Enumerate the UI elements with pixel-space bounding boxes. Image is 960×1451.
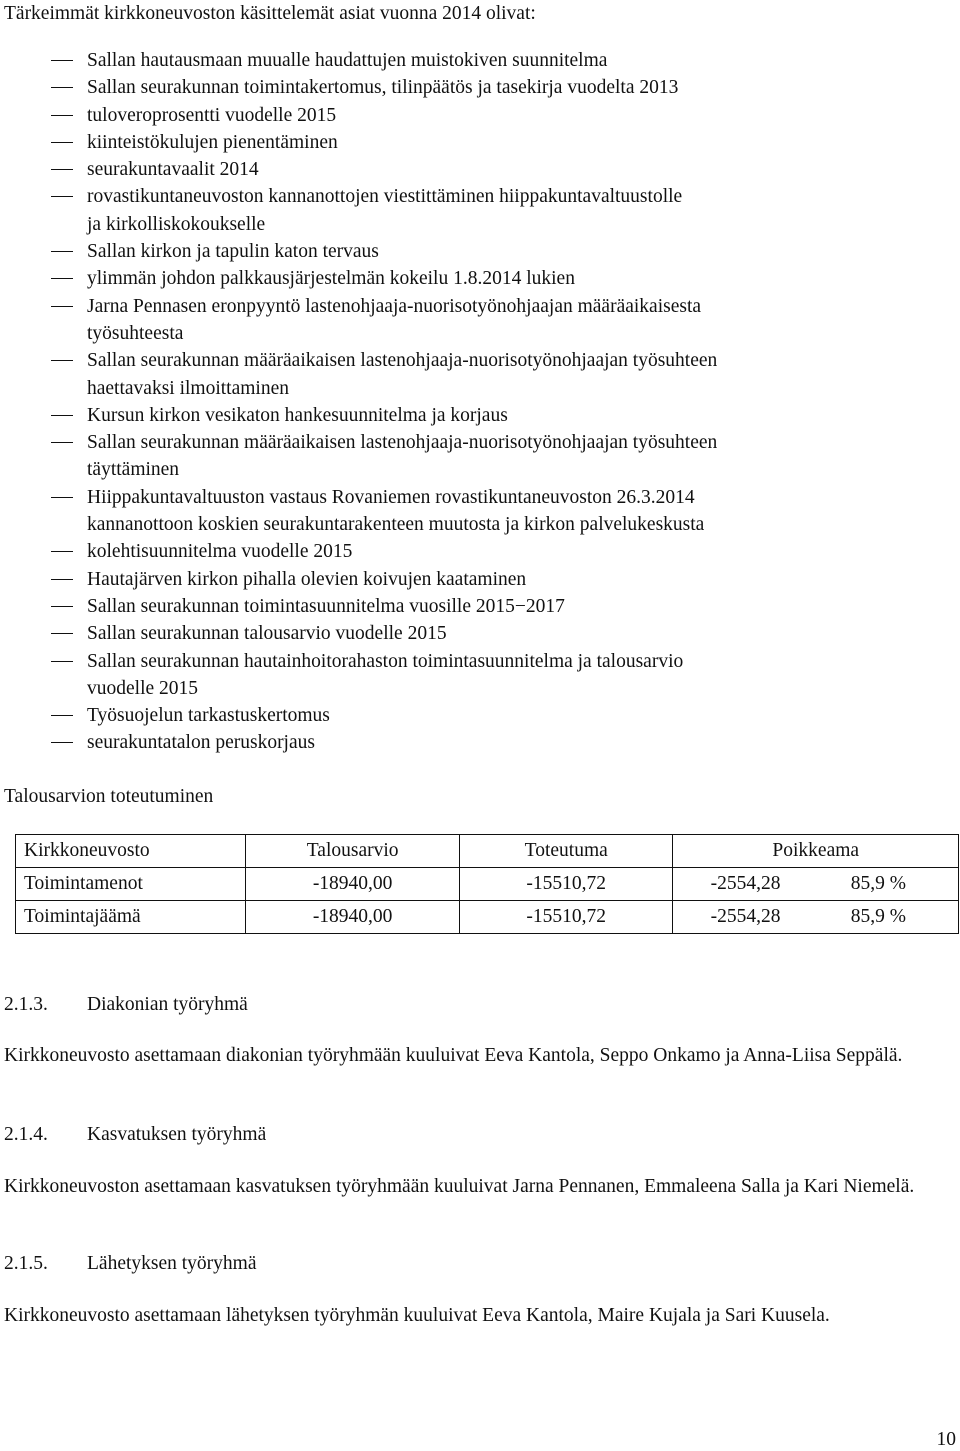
dash-bullet-icon [51, 579, 73, 580]
list-item-line: kolehtisuunnitelma vuodelle 2015 [87, 541, 353, 563]
list-item-line: vuodelle 2015 [87, 677, 199, 699]
header-cell: Toteutuma [460, 835, 673, 868]
dash-bullet-icon [51, 278, 73, 279]
header-cell: Poikkeama [673, 835, 959, 868]
list-item-line: kannanottoon koskien seurakuntarakenteen muutosta ja kirkon palvelukeskusta [87, 514, 705, 536]
list-item [0, 238, 900, 265]
section-title: Kasvatuksen työryhmä [87, 1124, 267, 1145]
header-cell: Talousarvio [246, 835, 460, 868]
list-item-line: Sallan seurakunnan hautainhoitorahaston toimintasuunnitelma ja talousarvio [87, 650, 684, 672]
section-paragraph: Kirkkoneuvosto asettamaan diakonian työryhmään kuuluivat Eeva Kantola, Seppo Onkamo ja Anna-Liisa Seppälä. [4, 1045, 903, 1066]
list-item-line: haettavaksi ilmoittaminen [87, 377, 289, 399]
table-row [16, 901, 959, 934]
list-item-line: Hiippakuntavaltuuston vastaus Rovaniemen rovastikuntaneuvoston 26.3.2014 [87, 486, 695, 508]
table-cell: -15510,72 [460, 868, 673, 901]
list-item [0, 129, 900, 156]
dash-bullet-icon [51, 633, 73, 634]
list-item-line: ylimmän johdon palkkausjärjestelmän kokeilu 1.8.2014 lukien [87, 268, 575, 290]
table-cell: 85,9 % [781, 901, 959, 934]
dash-bullet-icon [51, 661, 73, 662]
dash-bullet-icon [51, 251, 73, 252]
list-item-line: Hautajärven kirkon pihalla olevien koivujen kaataminen [87, 568, 527, 590]
table-cell: -15510,72 [460, 901, 673, 934]
list-item-line: Sallan seurakunnan toimintasuunnitelma vuosille 2015−2017 [87, 595, 565, 617]
dash-bullet-icon [51, 360, 73, 361]
dash-bullet-icon [51, 142, 73, 143]
budget-table [15, 834, 959, 934]
list-item-line: Sallan seurakunnan talousarvio vuodelle 2015 [87, 623, 447, 645]
section-number: 2.1.5. [4, 1253, 48, 1274]
table-cell: -18940,00 [246, 868, 460, 901]
table-cell: Toimintamenot [16, 868, 246, 901]
list-item [0, 265, 900, 292]
section-title: Lähetyksen työryhmä [87, 1253, 257, 1274]
list-item-line: Kursun kirkon vesikaton hankesuunnitelma ja korjaus [87, 404, 508, 426]
dash-bullet-icon [51, 415, 73, 416]
list-item-line: täyttäminen [87, 459, 180, 481]
list-item [0, 429, 900, 484]
section-number: 2.1.4. [4, 1124, 48, 1145]
section-paragraph: Kirkkoneuvosto asettamaan lähetyksen työryhmän kuuluivat Eeva Kantola, Maire Kujala ja Sari Kuusela. [4, 1305, 830, 1326]
section-number: 2.1.3. [4, 994, 48, 1015]
list-item-line: seurakuntatalon peruskorjaus [87, 732, 315, 754]
list-item-line: Työsuojelun tarkastuskertomus [87, 705, 330, 727]
list-item [0, 538, 900, 565]
list-item-line: seurakuntavaalit 2014 [87, 159, 259, 181]
header-cell: Kirkkoneuvosto [16, 835, 246, 868]
dash-bullet-icon [51, 551, 73, 552]
list-item [0, 484, 900, 539]
dash-bullet-icon [51, 606, 73, 607]
list-item [0, 402, 900, 429]
list-item [0, 74, 900, 101]
list-item [0, 156, 900, 183]
dash-bullet-icon [51, 87, 73, 88]
dash-bullet-icon [51, 60, 73, 61]
list-item [0, 593, 900, 620]
table-cell: -2554,28 [673, 868, 781, 901]
dash-bullet-icon [51, 115, 73, 116]
table-cell: Toimintajäämä [16, 901, 246, 934]
section-title: Diakonian työryhmä [87, 994, 248, 1015]
list-item-line: Sallan hautausmaan muualle haudattujen muistokiven suunnitelma [87, 50, 608, 71]
list-item-line: Sallan kirkon ja tapulin katon tervaus [87, 241, 379, 263]
table-row [16, 868, 959, 901]
dash-bullet-icon [51, 196, 73, 197]
list-item [0, 729, 900, 756]
table-cell: -18940,00 [246, 901, 460, 934]
list-item [0, 102, 900, 129]
page-number: 10 [936, 1429, 956, 1450]
list-item-line: työsuhteesta [87, 322, 184, 344]
list-item [0, 648, 900, 703]
section-heading-kasvatus [4, 1121, 266, 1148]
section-heading-lahetys [4, 1250, 257, 1277]
list-item-line: Sallan seurakunnan määräaikaisen lastenohjaaja-nuorisotyönohjaajan työsuhteen [87, 432, 718, 454]
list-item-line: Jarna Pennasen eronpyyntö lastenohjaaja-nuorisotyönohjaajan määräaikaisesta [87, 295, 702, 317]
list-item-line: kiinteistökulujen pienentäminen [87, 131, 338, 153]
agenda-list [0, 47, 900, 757]
section-heading-diakonia [4, 991, 248, 1018]
dash-bullet-icon [51, 742, 73, 743]
list-item [0, 183, 900, 238]
list-item-line: rovastikuntaneuvoston kannanottojen viestittäminen hiippakuntavaltuustolle [87, 186, 683, 208]
list-item [0, 293, 900, 348]
list-item-line: Sallan seurakunnan toimintakertomus, tilinpäätös ja tasekirja vuodelta 2013 [87, 77, 679, 99]
list-item-line: Sallan seurakunnan määräaikaisen lastenohjaaja-nuorisotyönohjaajan työsuhteen [87, 350, 718, 372]
dash-bullet-icon [51, 169, 73, 170]
dash-bullet-icon [51, 715, 73, 716]
list-item [0, 347, 900, 402]
section-paragraph: Kirkkoneuvoston asettamaan kasvatuksen työryhmään kuuluivat Jarna Pennanen, Emmaleena Salla ja Kari Niemelä. [4, 1176, 915, 1197]
dash-bullet-icon [51, 306, 73, 307]
dash-bullet-icon [51, 442, 73, 443]
dash-bullet-icon [51, 497, 73, 498]
table-cell: -2554,28 [673, 901, 781, 934]
list-item [0, 47, 900, 74]
list-item-line: tuloveroprosentti vuodelle 2015 [87, 104, 337, 126]
budget-section-title: Talousarvion toteutuminen [4, 786, 214, 807]
list-item [0, 702, 900, 729]
list-item [0, 566, 900, 593]
table-header-row [16, 835, 959, 868]
list-item-line: ja kirkolliskokoukselle [87, 213, 266, 235]
list-item [0, 620, 900, 647]
intro-text: Tärkeimmät kirkkoneuvoston käsittelemät asiat vuonna 2014 olivat: [4, 3, 536, 24]
table-cell: 85,9 % [781, 868, 959, 901]
